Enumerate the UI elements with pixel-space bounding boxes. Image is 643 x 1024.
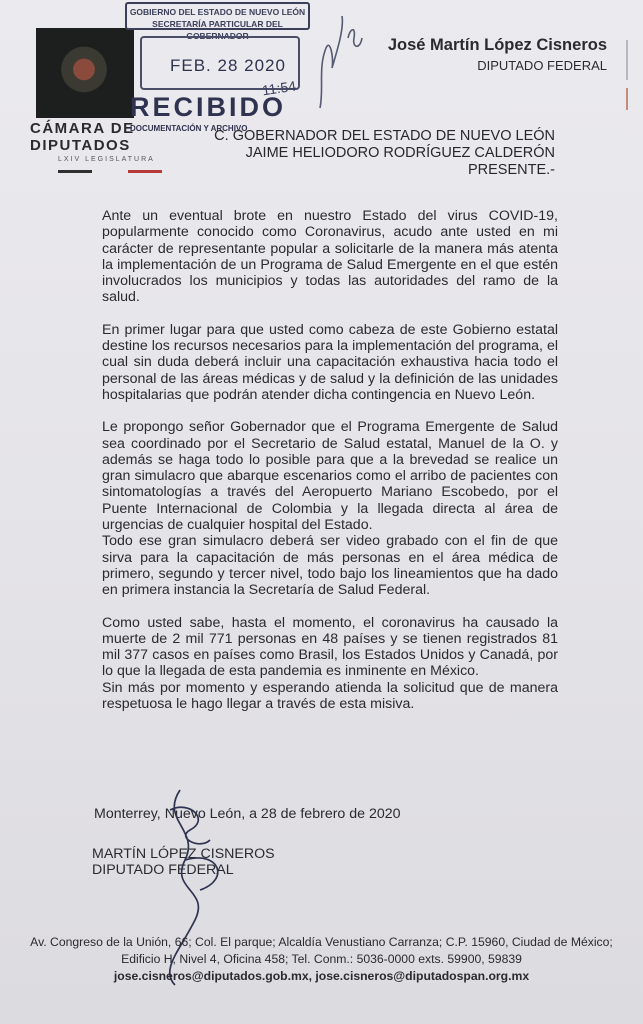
place-and-date: Monterrey, Nuevo León, a 28 de febrero de 2020 (94, 806, 401, 822)
date-stamp-text: FEB. 28 2020 (170, 56, 286, 75)
addressee-line3: PRESENTE.- (467, 162, 555, 178)
logo-line2: DIPUTADOS (30, 137, 131, 154)
paragraph-2: En primer lugar para que usted como cabeza de este Gobierno estatal destine los recursos necesarios para la implementación del programa, el cual sin duda deberá incluir una capacitación exhaustiva hacia todo el personal de las áreas médicas y de salud y la definición de las unidades hospitalarias que podrán atender dicha contingencia en Nuevo León. (102, 321, 558, 403)
government-stamp (125, 2, 310, 41)
legislature-label: LXIV LEGISLATURA (58, 156, 155, 163)
gov-stamp-line2: SECRETARÍA PARTICULAR DEL GOBERNADOR (152, 19, 283, 41)
letter-footer (0, 934, 643, 985)
deputy-title: DIPUTADO FEDERAL (477, 58, 607, 73)
paragraph-5: Como usted sabe, hasta el momento, el coronavirus ha causado la muerte de 2 mil 771 personas en 48 países y se tienen registrados 81 mil 377 casos en países como Brasil, los Estados Unidos y Canadá, por lo que la llegada de esta pandemia es inminente en México. (102, 614, 558, 680)
letter-body (102, 208, 558, 728)
addressee-line2: JAIME HELIODORO RODRÍGUEZ CALDERÓN (245, 145, 555, 161)
margin-line (626, 40, 628, 80)
margin-line-red (626, 88, 628, 110)
footer-emails: jose.cisneros@diputados.gob.mx, jose.cisneros@diputadospan.org.mx (113, 969, 530, 983)
footer-address: Av. Congreso de la Unión, 66; Col. El parque; Alcaldía Venustiano Carranza; C.P. 15960, Ciudad de México; (30, 935, 613, 949)
addressee-block (214, 128, 555, 179)
handwritten-initials-icon (290, 8, 370, 118)
received-stamp-subtitle: DOCUMENTACIÓN Y ARCHIVO (130, 124, 248, 133)
paragraph-1: Ante un eventual brote en nuestro Estado del virus COVID-19, popularmente conocido como Coronavirus, acudo ante usted en mi carácter de representante popular a solicitarle de la manera más atenta la implementación de un Programa de Salud Emergente en el que estén involucrados los municipios y todas las autoridades del ramo de la salud. (102, 208, 558, 306)
addressee-line1: C. GOBERNADOR DEL ESTADO DE NUEVO LEÓN (214, 128, 555, 144)
handwritten-time: 11:54 (261, 77, 297, 99)
paragraph-6: Sin más por momento y esperando atienda la solicitud que de manera respetuosa le hago llegar a través de esta misiva. (102, 679, 558, 713)
footer-office: Edificio H, Nivel 4, Oficina 458; Tel. Conm.: 5036-0000 exts. 59900, 59839 (121, 952, 522, 966)
signer-title: DIPUTADO FEDERAL (92, 862, 234, 878)
received-stamp: RECIBIDO (130, 92, 287, 122)
logo-line1: CÁMARA DE (30, 120, 135, 137)
paragraph-3: Le propongo señor Gobernador que el Programa Emergente de Salud sea coordinado por el Secretario de Salud estatal, Manuel de la O. y además se haga todo lo posible para que a la brevedad se realice un gran simulacro que abarque escenarios como el arribo de pacientes con sintomatologías a través del Aeropuerto Mariano Escobedo, por el Puente Internacional de Colombia y la llegada directa al área de urgencias de cualquier hospital del Estado. (102, 419, 558, 534)
gov-stamp-line1: GOBIERNO DEL ESTADO DE NUEVO LEÓN (129, 7, 306, 17)
flag-stripe-green (58, 170, 92, 173)
deputy-name: José Martín López Cisneros (387, 36, 607, 54)
paragraph-4: Todo ese gran simulacro deberá ser video grabado con el fin de que sirva para la capacitación de más personas en el área médica de primero, segundo y tercer nivel, todo bajo los lineamientos que ha dado en primera instancia la Secretaría de Salud Federal. (102, 533, 558, 599)
signer-name: MARTÍN LÓPEZ CISNEROS (92, 846, 275, 862)
national-seal-icon (60, 46, 108, 98)
flag-stripe-red (128, 170, 162, 173)
